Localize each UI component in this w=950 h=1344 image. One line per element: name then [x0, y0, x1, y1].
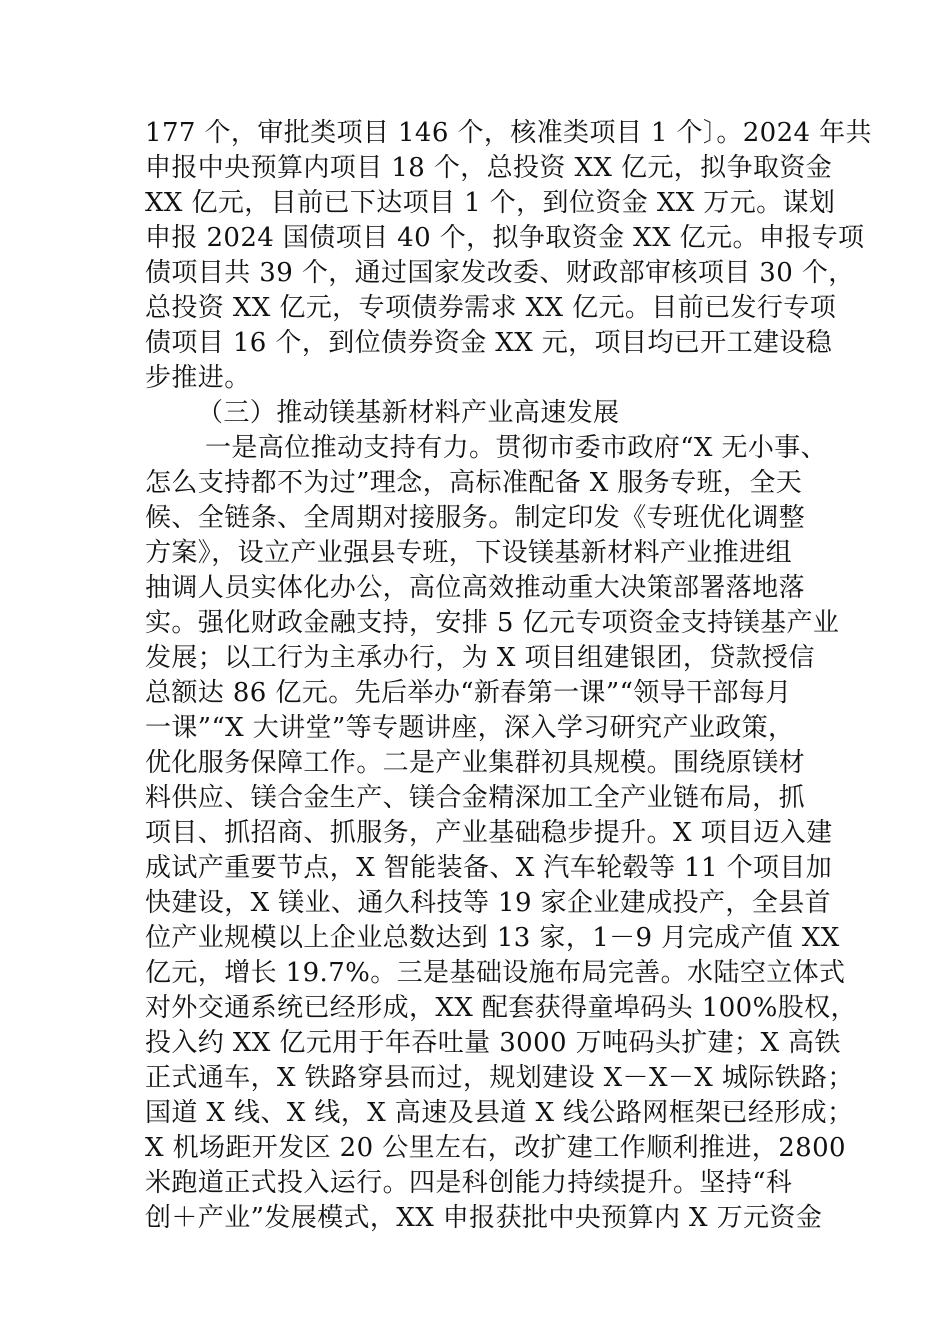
body-text-line: X 机场距开发区 20 公里左右，改扩建工作顺利推进，2800 [145, 1133, 846, 1163]
paragraph-first-line: 一是高位推动支持有力。贯彻市委市政府“X 无小事、 [205, 433, 828, 463]
body-text-line: 优化服务保障工作。二是产业集群初具规模。围绕原镁材 [145, 748, 806, 778]
body-text-line: 177 个，审批类项目 146 个，核准类项目 1 个〕。2024 年共 [145, 118, 872, 148]
body-text-line: 债项目共 39 个，通过国家发改委、财政部审核项目 30 个， [145, 258, 855, 288]
section-heading: （三）推动镁基新材料产业高速发展 [197, 398, 620, 428]
body-text-line: 候、全链条、全周期对接服务。制定印发《专班优化调整 [145, 503, 806, 533]
body-text-line: 实。强化财政金融支持，安排 5 亿元专项资金支持镁基产业 [145, 608, 840, 638]
body-text-line: 申报中央预算内项目 18 个，总投资 XX 亿元，拟争取资金 [145, 153, 833, 183]
body-text-line: 方案》，设立产业强县专班，下设镁基新材料产业推进组 [145, 538, 793, 568]
body-text-line: 料供应、镁合金生产、镁合金精深加工全产业链布局，抓 [145, 783, 806, 813]
body-text-line: 正式通车，X 铁路穿县而过，规划建设 X－X－X 城际铁路； [145, 1063, 854, 1093]
body-text-line: 对外交通系统已经形成，XX 配套获得童埠码头 100%股权， [145, 993, 857, 1023]
body-text-line: 投入约 XX 亿元用于年吞吐量 3000 万吨码头扩建；X 高铁 [145, 1028, 841, 1058]
body-text-line: 国道 X 线、X 线，X 高速及县道 X 线公路网框架已经形成； [145, 1098, 854, 1128]
body-text-line: 快建设，X 镁业、通久科技等 19 家企业建成投产，全县首 [145, 888, 831, 918]
body-text-line: 债项目 16 个，到位债券资金 XX 元，项目均已开工建设稳 [145, 328, 833, 358]
body-text-line: 申报 2024 国债项目 40 个，拟争取资金 XX 亿元。申报专项 [145, 223, 865, 253]
body-text-line: 发展；以工行为主承办行，为 X 项目组建银团，贷款授信 [145, 643, 815, 673]
body-text-line: 总投资 XX 亿元，专项债券需求 XX 亿元。目前已发行专项 [145, 293, 837, 323]
body-text-line: 步推进。 [145, 363, 251, 393]
body-text-line: 位产业规模以上企业总数达到 13 家，1－9 月完成产值 XX [145, 923, 840, 953]
body-text-line: 总额达 86 亿元。先后举办“新春第一课”“领导干部每月 [145, 678, 792, 708]
body-text-line: 抽调人员实体化办公，高位高效推动重大决策部署落地落 [145, 573, 806, 603]
body-text-line: 成试产重要节点，X 智能装备、X 汽车轮毂等 11 个项目加 [145, 853, 833, 883]
body-text-line: 创＋产业”发展模式，XX 申报获批中央预算内 X 万元资金 [145, 1203, 823, 1233]
body-text-line: 米跑道正式投入运行。四是科创能力持续提升。坚持“科 [145, 1168, 793, 1198]
body-text-line: 怎么支持都不为过”理念，高标准配备 X 服务专班，全天 [145, 468, 803, 498]
body-text-line: 亿元，增长 19.7%。三是基础设施布局完善。水陆空立体式 [145, 958, 846, 988]
body-text-line: 项目、抓招商、抓服务，产业基础稳步提升。X 项目迈入建 [145, 818, 833, 848]
body-text-line: 一课”“X 大讲堂”等专题讲座，深入学习研究产业政策， [145, 713, 795, 743]
body-text-line: XX 亿元，目前已下达项目 1 个，到位资金 XX 万元。谋划 [145, 188, 836, 218]
